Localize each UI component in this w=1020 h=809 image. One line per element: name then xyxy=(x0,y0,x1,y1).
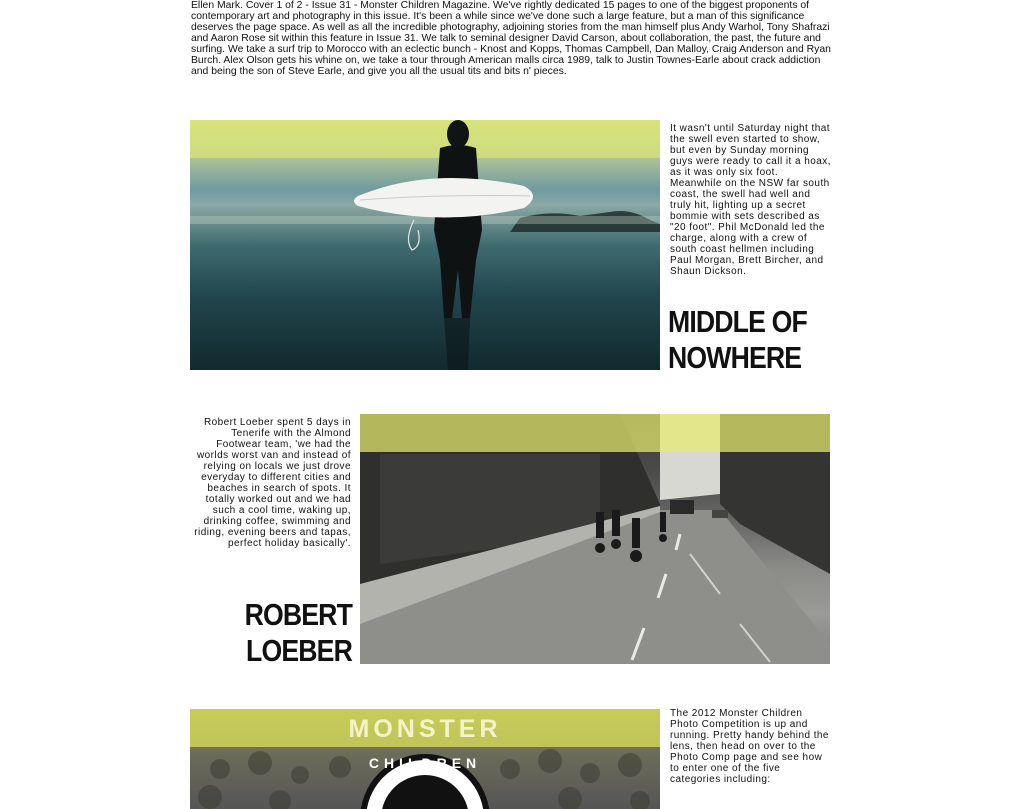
monster-photo-competition-image[interactable] xyxy=(190,709,660,809)
headline-line: MIDDLE OF xyxy=(668,304,807,339)
headline-robert-loeber[interactable] xyxy=(221,597,352,669)
story-body-robert-loeber: Robert Loeber spent 5 days in Tenerife with the Almond Footwear team, 'we had the worlds worst van and instead of relying on locals we just drove everyday to different cities and beaches in search of spots. It totally worked out and we had such a cool time, waking up, drinking coffee, swimming and riding, evening beers and tapas, perfect holiday basically'. xyxy=(194,417,351,549)
surf-photo[interactable] xyxy=(190,120,660,370)
street-photo[interactable] xyxy=(360,414,830,664)
intro-paragraph: Ellen Mark. Cover 1 of 2 - Issue 31 - Monster Children Magazine. We've rightly dedicated 15 pages to one of the biggest proponents of contemporary art and photography in this issue. It's been a while since we've done such a large feature, but a man of this significance deserves the page space. As well as all the incredible photography, adjoining stories from the man himself plus Andy Warhol, Tony Shafrazi and Aaron Rose sit within this feature in Issue 31. We talk to seminal designer David Carson, about collaboration, the past, the future and surfing. We take a surf trip to Morocco with an eclectic bunch - Knost and Kopps, Thomas Campbell, Dan Malloy, Craig Anderson and Ryan Burch. Alex Olson gets his whine on, we take a tour through American malls circa 1989, talk to Justin Townes-Earle about crack addiction and being the son of Steve Earle, and give you all the usual tits and bits n' pieces. xyxy=(191,0,831,77)
headline-middle-of-nowhere[interactable] xyxy=(668,304,807,376)
headline-line: NOWHERE xyxy=(668,340,802,375)
story-body-middle-of-nowhere: It wasn't until Saturday night that the swell even started to show, but even by Sunday morning guys were ready to call it a hoax, as it was only six foot. Meanwhile on the NSW far south coast, the swell had well and truly hit, lighting up a secret bommie with sets described as "20 foot". Phil McDonald led the charge, along with a crew of south coast hellmen including Paul Morgan, Brett Bircher, and Shaun Dickson. xyxy=(670,123,831,277)
story-body-photo-competition: The 2012 Monster Children Photo Competition is up and running. Pretty handy behind the lens, then head on over to the Photo Comp page and see how to enter one of the five categories including: xyxy=(670,708,829,785)
children-logo-text: CHILDREN xyxy=(368,755,482,771)
monster-logo-text: MONSTER xyxy=(348,715,502,743)
surfer-silhouette-icon xyxy=(190,120,660,370)
headline-line: LOEBER xyxy=(246,633,352,668)
headline-line: ROBERT xyxy=(244,597,352,632)
photo-tint-band xyxy=(360,414,830,452)
